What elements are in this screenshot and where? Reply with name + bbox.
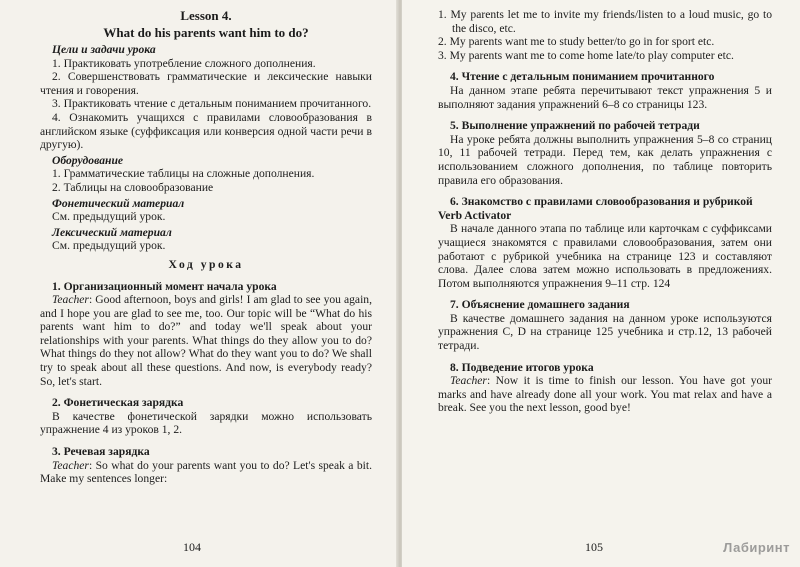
right-page xyxy=(402,0,800,567)
section-3-heading: 3. Речевая зарядка xyxy=(52,445,150,459)
section-4-heading: 4. Чтение с детальным пониманием прочитанного xyxy=(450,70,715,84)
speech-text: : So what do your parents want you to do? Let's speak a bit. Make my sentences longer: xyxy=(40,458,372,486)
section-8-heading: 8. Подведение итогов урока xyxy=(450,360,594,374)
section-2-text: В качестве фонетической зарядки можно использовать упражнение 4 из уроков 1, 2. xyxy=(40,409,372,437)
example-item: 3. My parents want me to come home late/to play computer etc. xyxy=(438,48,734,62)
section-1-heading: 1. Организационный момент начала урока xyxy=(52,279,277,293)
speech-text: : Now it is time to finish our lesson. You have got your marks and have already done all your work. You mat relax and have a break. See you the next lesson, good bye! xyxy=(438,374,772,415)
left-column xyxy=(40,8,372,486)
equipment-item: 1. Грамматические таблицы на сложные дополнения. xyxy=(52,167,315,181)
goal-item: 3. Практиковать чтение с детальным пониманием прочитанного. xyxy=(52,97,372,111)
lesson-subtitle: What do his parents want him to do? xyxy=(103,25,309,40)
section-5-text: На уроке ребята должны выполнить упражнения 5–8 со страниц 10, 11 рабочей тетради. Перед тем, как делать упражнения с использованием сложного дополнения, по таблице повторить правила его образования. xyxy=(438,132,772,187)
goals-heading: Цели и задачи урока xyxy=(52,43,156,56)
lesson-flow-heading: Ход урока xyxy=(168,257,244,271)
page-number-left: 104 xyxy=(183,540,201,554)
left-page xyxy=(0,0,398,567)
page-number-right: 105 xyxy=(585,540,603,554)
section-3-text xyxy=(40,459,372,486)
section-7-heading: 7. Объяснение домашнего задания xyxy=(450,298,630,312)
watermark-logo: Лабиринт xyxy=(723,540,790,555)
equipment-item: 2. Таблицы на словообразование xyxy=(52,180,214,194)
goal-item: 4. Ознакомить учащихся с правилами словообразования в английском языке (суффиксация или конверсия одной части речи в другую). xyxy=(40,110,372,152)
speaker-label: Teacher xyxy=(450,374,487,388)
goal-item: 2. Совершенствовать грамматические и лексические навыки чтения и говорения. xyxy=(40,70,372,97)
section-2-heading: 2. Фонетическая зарядка xyxy=(52,396,184,410)
speaker-label: Teacher xyxy=(52,293,89,307)
speaker-label: Teacher xyxy=(52,458,89,472)
phonetic-heading: Фонетический материал xyxy=(52,196,185,210)
lesson-title: Lesson 4. xyxy=(180,8,232,23)
section-4-text: На данном этапе ребята перечитывают текст упражнения 5 и выполняют задания упражнений 6–8 со страницы 123. xyxy=(438,83,772,111)
section-8-text xyxy=(438,374,772,415)
section-5-heading: 5. Выполнение упражнений по рабочей тетради xyxy=(450,119,700,133)
speech-text: : Good afternoon, boys and girls! I am glad to see you again, and I hope you are glad to see me, too. Our topic will be “What do his parents want him to do?” and today we'll speak about your relationships with your parents. What things do they allow you to do? What things do they not allow? What do they want you to do? We shall try to speak about all these questions. And now, is everybody ready? So, let's start. xyxy=(40,293,372,388)
example-item: 2. My parents want me to study better/to go in for sport etc. xyxy=(438,35,715,49)
section-6-text: В начале данного этапа по таблице или карточкам с суффиксами учащиеся знакомятся с правилами словообразования, затем они работают с рубрикой учебника на странице 123 и составляют слова. Далее слова затем можно использовать в предложениях. Потом выполняются упражнения 9–11 стр. 124 xyxy=(438,222,772,290)
right-column xyxy=(438,8,772,415)
section-7-text: В качестве домашнего задания на данном уроке используются упражнения C, D на странице 125 учебника и стр.12, 13 рабочей тетради. xyxy=(438,311,772,353)
equipment-heading: Оборудование xyxy=(52,153,124,167)
phonetic-text: См. предыдущий урок. xyxy=(52,210,166,224)
section-6-heading: 6. Знакомство с правилами словообразования и рубрикой Verb Activator xyxy=(438,195,753,222)
lexical-text: См. предыдущий урок. xyxy=(52,239,166,253)
example-item: 1. My parents let me to invite my friends/listen to a loud music, go to the disco, etc. xyxy=(438,8,772,35)
section-1-text xyxy=(40,293,372,388)
goal-item: 1. Практиковать употребление сложного дополнения. xyxy=(52,56,316,70)
lexical-heading: Лексический материал xyxy=(52,225,172,239)
